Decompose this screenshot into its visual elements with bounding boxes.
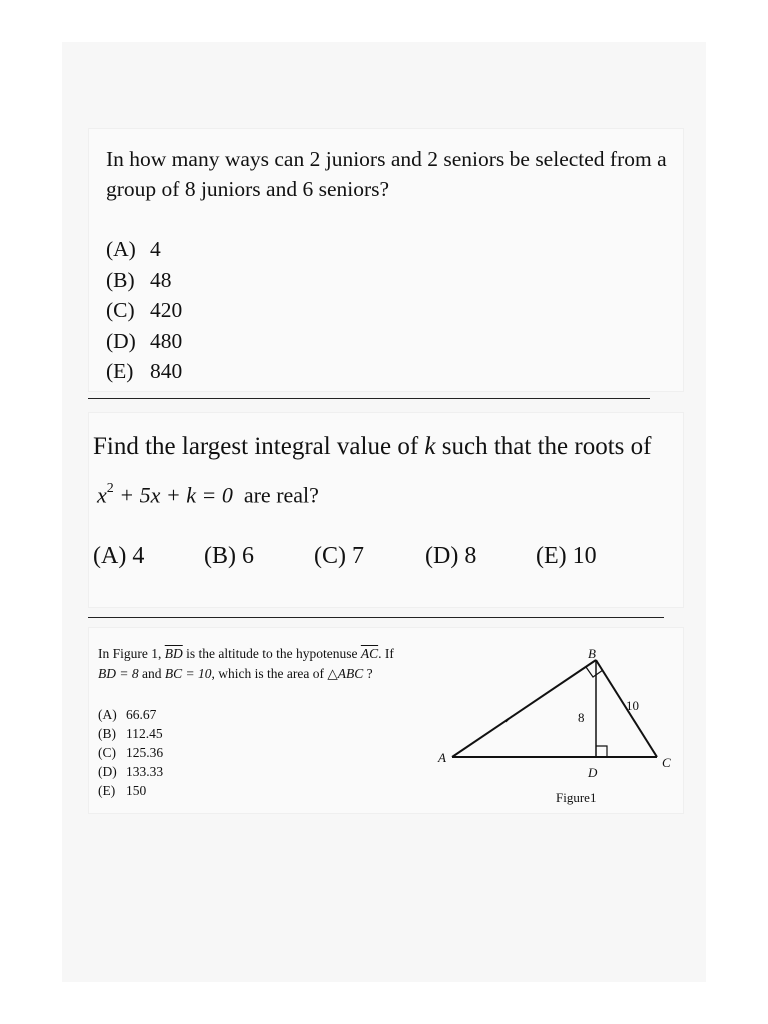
label-bd-length: 8 [578,710,585,725]
label-a: A [438,750,446,765]
equation-exponent: 2 [106,481,114,496]
condition-bc: BC = 10 [164,666,212,681]
choice-letter: (B) [106,267,135,292]
side-ab [452,660,596,757]
choice-e[interactable]: (E) 10 [536,543,597,569]
figure-caption: Figure1 [556,790,597,805]
triangle-name: △ABC [327,666,364,681]
question-1-stem: In how many ways can 2 juniors and 2 seniors be selected from a group of 8 juniors and 6 seniors? [106,147,667,201]
equation-tail: are real? [243,482,319,508]
choice-letter: (B) [98,726,116,741]
choice-value: 48 [150,267,172,292]
right-angle-mark-d [596,746,607,757]
stem-text: and [138,666,165,681]
choice-letter: (E) [98,783,116,798]
choice-letter: (A) [98,707,117,722]
choice-letter: (A) [106,237,136,261]
choice-value: 480 [150,328,183,353]
choice-value: 112.45 [126,726,163,741]
stem-text: , which is the area of [211,666,328,681]
choice-b[interactable]: (B) 6 [204,543,254,569]
condition-bd: BD = 8 [98,666,139,681]
choice-value: 133.33 [126,764,164,779]
stem-text: . If [378,646,394,661]
label-b: B [588,646,596,661]
label-d: D [588,765,598,780]
choice-letter: (D) [106,328,136,353]
choice-value: 125.36 [126,745,164,760]
segment-ac: $\overline{AC}$ [360,646,379,661]
stem-text: is the altitude to the hypotenuse [182,646,361,661]
stem-text: In Figure 1, [98,646,165,661]
choice-value: 66.67 [126,707,157,722]
choice-letter: (D) [98,764,117,779]
choice-value: 150 [126,783,147,798]
choice-d[interactable]: (D) 8 [425,543,477,569]
label-c: C [662,755,671,770]
label-bc-length: 10 [626,698,639,713]
stem-text: such that the roots of [435,433,652,460]
choice-a[interactable]: (A) 4 [93,543,145,569]
segment-bd: $\overline{BD}$ [164,646,183,661]
choice-letter: (E) [106,359,134,383]
choice-letter: (C) [106,298,135,322]
stem-variable: k [424,433,436,460]
choice-value: 420 [150,298,183,322]
stem-text: ? [363,666,373,681]
choice-value: 4 [150,237,161,261]
equation-rest: + 5x + k = 0 [113,482,233,508]
choice-letter: (C) [98,745,116,760]
choice-value: 840 [150,359,183,383]
equation-x: x [97,482,107,508]
choice-c[interactable]: (C) 7 [314,543,364,569]
stem-text: Find the largest integral value of [93,433,425,460]
